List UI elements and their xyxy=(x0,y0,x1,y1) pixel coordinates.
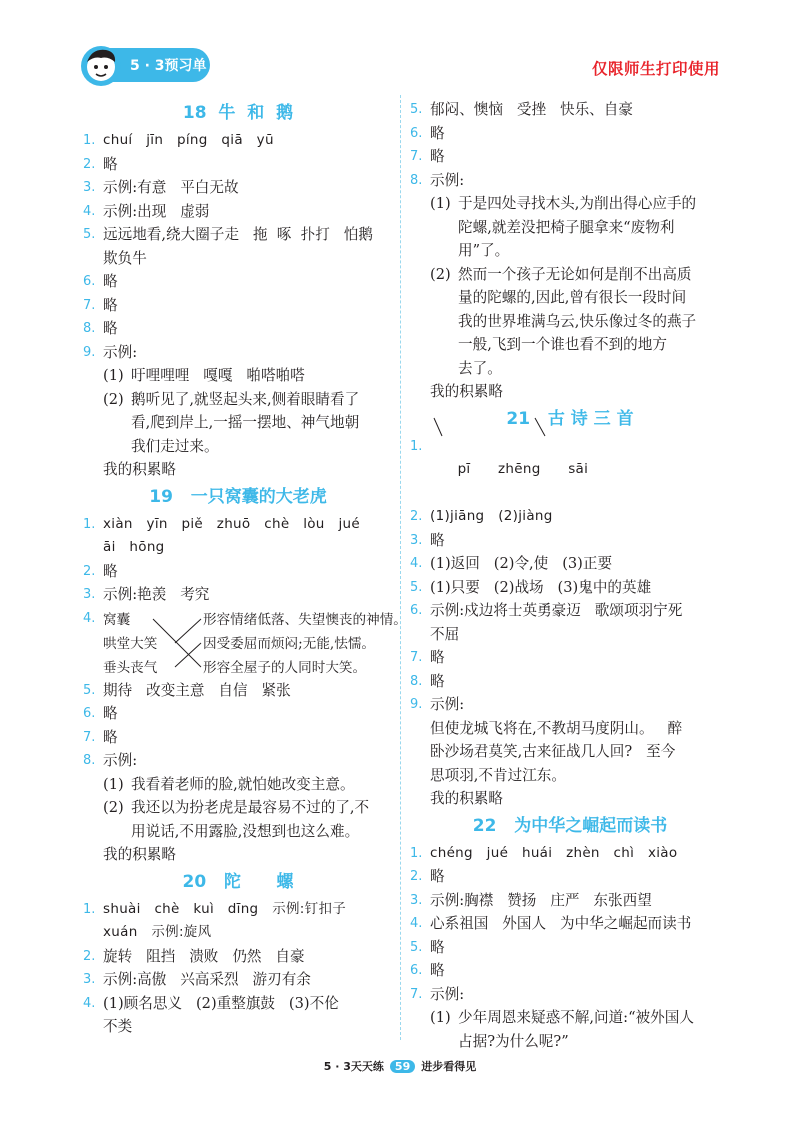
answer-text: xuán 示例:旋风 xyxy=(103,924,212,940)
answer-text: 量的陀螺的,因此,曾有很长一段时间 xyxy=(458,289,687,306)
answer-text: 于是四处寻找木头,为削出得心应手的 xyxy=(458,195,697,212)
answer-text: 不类 xyxy=(103,1018,133,1035)
item-number: 3. xyxy=(410,892,423,908)
answer-text: 略 xyxy=(430,962,445,979)
answer-text: 看,爬到岸上,一摇一摆地、神气地朝 xyxy=(131,414,360,431)
poem-line: 思项羽,不肯过江东。 xyxy=(430,766,566,784)
answer-text: āi hōng xyxy=(103,539,165,555)
answer-text: 示例: xyxy=(430,985,465,1003)
header-badge-label: 5 · 3预习单 xyxy=(130,58,207,74)
answer-text: 略 xyxy=(430,672,445,690)
item-number: 7. xyxy=(410,986,423,1002)
answer-text: (1)jiāng (2)jiàng xyxy=(430,508,553,524)
print-note: 仅限师生打印使用 xyxy=(591,60,720,78)
struck-pinyin: pī xyxy=(457,461,471,477)
answer-text: 略 xyxy=(430,649,445,666)
item-number: 3. xyxy=(83,180,96,195)
item-number: 6. xyxy=(410,963,423,978)
answer-text: 略 xyxy=(103,562,118,580)
item-number: 8. xyxy=(410,172,423,188)
sub-number: (1) xyxy=(103,775,124,793)
item-number: 8. xyxy=(83,753,96,768)
answer-text xyxy=(430,435,730,506)
item-number: 6. xyxy=(83,274,96,289)
section-title-22: 22 为中华之崛起而读书 xyxy=(472,815,668,836)
answer-text: 去了。 xyxy=(458,359,502,377)
section-title-20: 20 陀 螺 xyxy=(182,871,294,892)
pinyin-word: zhēng xyxy=(498,461,541,477)
item-number: 2. xyxy=(83,948,96,964)
item-number: 5. xyxy=(410,579,423,595)
item-number: 2. xyxy=(83,563,96,579)
answer-text: 用”了。 xyxy=(458,242,510,259)
answer-text: (1)返回 (2)令,使 (3)正要 xyxy=(430,555,613,572)
answer-text: chuí jīn píng qiā yū xyxy=(103,132,274,148)
answer-text: 略 xyxy=(103,728,118,746)
answer-text: 少年周恩来疑惑不解,问道:“被外国人 xyxy=(458,1009,694,1026)
accumulation-note: 我的积累略 xyxy=(103,846,176,863)
answer-text: 我还以为扮老虎是最容易不过的了,不 xyxy=(131,799,370,816)
answer-text: (1)只要 (2)战场 (3)鬼中的英雄 xyxy=(430,578,652,596)
match-right-3: 形容全屋子的人同时大笑。 xyxy=(203,659,367,676)
answer-text: 我们走过来。 xyxy=(131,437,219,455)
item-number: 3. xyxy=(83,587,96,602)
item-number: 1. xyxy=(410,438,423,454)
answer-text: 示例:出现 虚弱 xyxy=(103,202,210,220)
answer-text: 略 xyxy=(430,938,445,956)
item-number: 2. xyxy=(410,869,423,884)
answer-text: 示例:艳羡 考究 xyxy=(103,586,210,603)
item-number: 1. xyxy=(83,133,96,148)
section-title-19: 19 一只窝囊的大老虎 xyxy=(149,486,327,507)
sub-number: (2) xyxy=(430,265,451,283)
answer-text: 不屈 xyxy=(430,625,460,643)
item-number: 9. xyxy=(410,697,423,712)
answer-text: 心系祖国 外国人 为中华之崛起而读书 xyxy=(430,915,692,932)
section-title-21: 21 古 诗 三 首 xyxy=(506,408,634,429)
item-number: 7. xyxy=(410,149,423,164)
poem-line: 但使龙城飞将在,不教胡马度阴山。 醉 xyxy=(430,719,683,737)
item-number: 5. xyxy=(410,102,423,117)
answer-text: 远远地看,绕大圈子走 拖 啄 扑打 怕鹅 xyxy=(103,226,373,243)
item-number: 7. xyxy=(410,650,423,665)
item-number: 2. xyxy=(83,156,96,172)
column-divider xyxy=(400,95,401,1040)
answer-text: 示例:高傲 兴高采烈 游刃有余 xyxy=(103,971,311,988)
answer-text: 用说话,不用露脸,没想到也这么难。 xyxy=(131,822,360,840)
strike-marks xyxy=(430,416,580,438)
answer-text: 一般,飞到一个谁也看不到的地方 xyxy=(458,336,667,353)
answer-text: 略 xyxy=(430,868,445,885)
accumulation-note: 我的积累略 xyxy=(103,461,176,478)
answer-text: 略 xyxy=(103,296,118,314)
student-mascot-icon xyxy=(80,44,122,88)
left-column xyxy=(83,98,407,1039)
answer-text: 略 xyxy=(430,124,445,142)
answer-text: 欺负牛 xyxy=(103,249,147,267)
sub-number: (2) xyxy=(103,799,124,816)
item-number: 8. xyxy=(410,673,423,689)
item-number: 6. xyxy=(83,706,96,721)
match-left-3: 垂头丧气 xyxy=(103,659,158,676)
match-left-2: 哄堂大笑 xyxy=(103,635,158,652)
item-number: 6. xyxy=(410,603,423,618)
answer-text: 略 xyxy=(103,273,118,290)
answer-text: 略 xyxy=(103,705,118,722)
answer-text: 示例:戍边将士英勇豪迈 歌颂项羽宁死 xyxy=(430,602,683,619)
match-right-1: 形容情绪低落、失望懊丧的神情。 xyxy=(203,611,407,628)
item-number: 4. xyxy=(83,995,96,1011)
matching-exercise xyxy=(103,607,407,679)
item-number: 7. xyxy=(83,729,96,745)
page-footer xyxy=(0,1058,800,1074)
answer-text: 吁哩哩哩 嘎嘎 啪嗒啪嗒 xyxy=(131,367,305,384)
answer-text: 示例: xyxy=(430,171,465,189)
accumulation-note: 我的积累略 xyxy=(430,790,503,807)
answer-text: 略 xyxy=(430,531,445,549)
item-number: 2. xyxy=(410,509,423,524)
page-number: 59 xyxy=(390,1060,415,1073)
answer-text: 示例:有意 平白无故 xyxy=(103,179,239,196)
item-number: 1. xyxy=(83,516,96,532)
item-number: 5. xyxy=(83,682,96,698)
item-number: 7. xyxy=(83,297,96,313)
answer-text: 略 xyxy=(430,148,445,165)
answer-text: 期待 改变主意 自信 紧张 xyxy=(103,681,291,699)
item-number: 5. xyxy=(410,939,423,955)
answer-text: 鹅听见了,就竖起头来,侧着眼睛看了 xyxy=(131,390,360,408)
answer-text: shuài chè kuì dīng 示例:钉扣子 xyxy=(103,900,347,917)
footer-left: 5 · 3天天练 xyxy=(323,1060,384,1073)
answer-text: 占据?为什么呢?” xyxy=(458,1032,569,1050)
item-number: 4. xyxy=(410,556,423,571)
answer-text: 郁闷、懊恼 受挫 快乐、自豪 xyxy=(430,101,633,118)
item-number: 4. xyxy=(83,610,96,626)
answer-text: chéng jué huái zhèn chì xiào xyxy=(430,844,678,861)
sub-number: (1) xyxy=(430,1009,451,1026)
answer-text: 示例: xyxy=(430,696,465,713)
answer-text: xiàn yīn piě zhuō chè lòu jué xyxy=(103,515,360,532)
answer-text: (1)顾名思义 (2)重整旗鼓 (3)不伦 xyxy=(103,994,339,1012)
answer-text: 略 xyxy=(103,155,118,173)
sub-number: (2) xyxy=(103,390,124,408)
accumulation-note: 我的积累略 xyxy=(430,383,503,400)
answer-text: 示例: xyxy=(103,343,138,361)
answer-text: 陀螺,就差没把椅子腿拿来“废物利 xyxy=(458,218,675,236)
item-number: 1. xyxy=(410,845,423,861)
match-right-2: 因受委屈而烦闷;无能,怯懦。 xyxy=(203,635,376,652)
item-number: 4. xyxy=(410,916,423,931)
match-left-1: 窝囊 xyxy=(103,611,131,628)
answer-text: 我的世界堆满乌云,快乐像过冬的燕子 xyxy=(458,312,697,330)
answer-text: 示例:胸襟 赞扬 庄严 东张西望 xyxy=(430,891,652,909)
answer-text: 略 xyxy=(103,320,118,337)
item-number: 1. xyxy=(83,901,96,917)
answer-text: 示例: xyxy=(103,752,138,769)
item-number: 4. xyxy=(83,203,96,219)
answer-text: 我看着老师的脸,就怕她改变主意。 xyxy=(131,775,355,793)
item-number: 6. xyxy=(410,125,423,141)
item-number: 3. xyxy=(83,972,96,987)
sub-number: (1) xyxy=(103,367,124,384)
answer-text: 然而一个孩子无论如何是削不出高质 xyxy=(458,265,692,283)
item-number: 3. xyxy=(410,532,423,548)
struck-pinyin: sāi xyxy=(568,461,589,477)
answer-text: 旋转 阻挡 溃败 仍然 自豪 xyxy=(103,947,305,965)
item-number: 8. xyxy=(83,321,96,336)
poem-line: 卧沙场君莫笑,古来征战几人回? 至今 xyxy=(430,743,676,760)
item-number: 9. xyxy=(83,344,96,360)
footer-right: 进步看得见 xyxy=(421,1060,477,1073)
sub-number: (1) xyxy=(430,195,451,212)
right-column xyxy=(410,98,730,1053)
section-title-18: 18 牛 和 鹅 xyxy=(182,103,294,123)
item-number: 5. xyxy=(83,227,96,242)
